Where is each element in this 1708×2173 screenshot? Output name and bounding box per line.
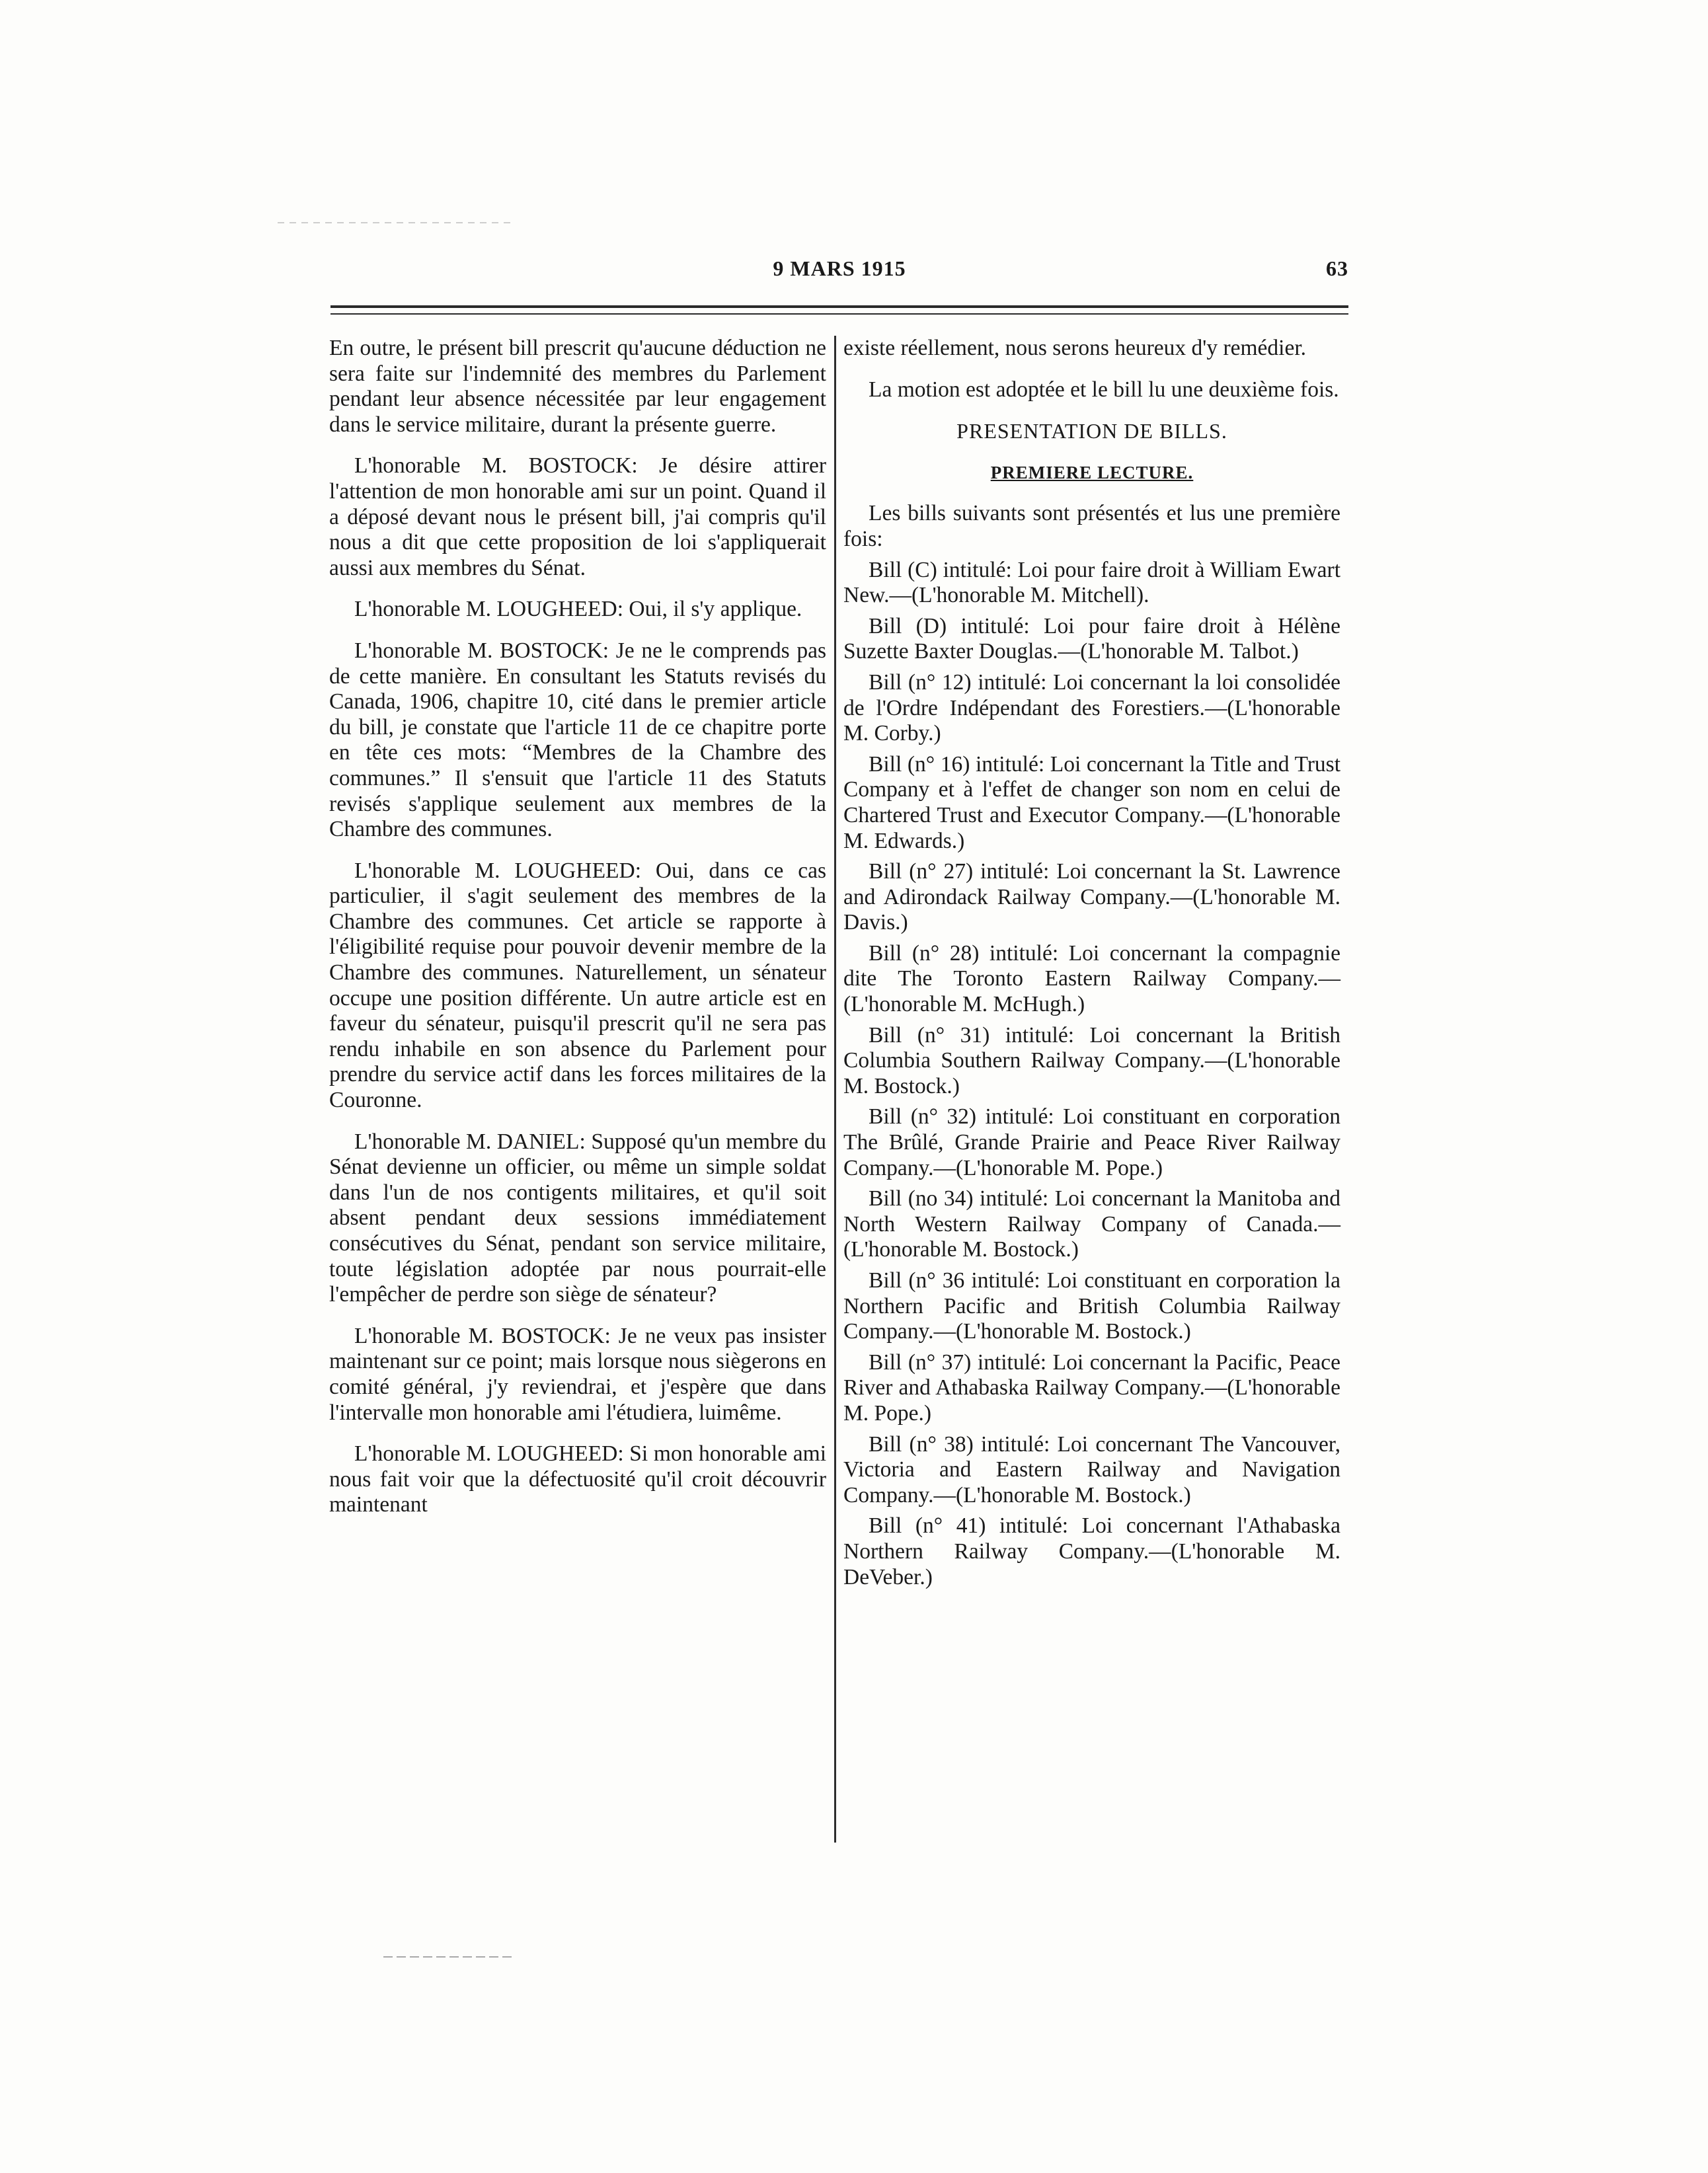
header-rule-thick [330, 305, 1348, 308]
right-column [843, 336, 1340, 1595]
bill-item: Bill (n° 28) intitulé: Loi concernant la compagnie dite The Toronto Eastern Railway Company.—(L'honorable M. McHugh.) [843, 940, 1340, 1017]
header-date: 9 MARS 1915 [773, 256, 906, 280]
bill-item: Bill (n° 41) intitulé: Loi concernant l'Athabaska Northern Railway Company.—(L'honorable M. DeVeber.) [843, 1513, 1340, 1589]
bill-item: Bill (n° 32) intitulé: Loi constituant en corporation The Brûlé, Grande Prairie and Peace River Railway Company.—(L'honorable M. Pope.) [843, 1104, 1340, 1180]
section-heading: PRESENTATION DE BILLS. [956, 419, 1227, 443]
paragraph: L'honorable M. BOSTOCK: Je désire attirer l'attention de mon honorable ami sur un point. Quand il a déposé devant nous le présent bill, j'ai compris qu'il nous a dit que cette proposition de loi s'appliquerait aussi aux membres du Sénat. [329, 453, 826, 580]
paragraph: La motion est adoptée et le bill lu une deuxième fois. [869, 377, 1339, 402]
scan-artifact [278, 222, 516, 223]
column-divider [834, 336, 836, 1843]
bill-item: Bill (n° 36 intitulé: Loi constituant en corporation la Northern Pacific and British Columbia Railway Company.—(L'honorable M. Bostock.) [843, 1268, 1340, 1344]
bill-item: Bill (n° 31) intitulé: Loi concernant la British Columbia Southern Railway Company.—(L'honorable M. Bostock.) [843, 1022, 1340, 1098]
paragraph: L'honorable M. LOUGHEED: Oui, dans ce cas particulier, il s'agit seulement des membres de la Chambre des communes. Cet article se rapporte à l'éligibilité requise pour pouvoir devenir membre de la Chambre des communes. Naturellement, un sénateur occupe une position différente. Un autre article est en faveur du sénateur, puisqu'il prescrit qu'il ne sera pas rendu inhabile en son absence du Parlement pour prendre du service actif dans les forces militaires de la Couronne. [329, 858, 826, 1113]
lead-paragraph: Les bills suivants sont présentés et lus une première fois: [843, 501, 1340, 551]
bill-item: Bill (C) intitulé: Loi pour faire droit à William Ewart New.—(L'honorable M. Mitchell). [843, 557, 1340, 608]
bill-item: Bill (n° 37) intitulé: Loi concernant la Pacific, Peace River and Athabaska Railway Company.—(L'honorable M. Pope.) [843, 1350, 1340, 1426]
paragraph: L'honorable M. DANIEL: Supposé qu'un membre du Sénat devienne un officier, ou même un simple soldat dans l'un de nos contigents militaires, et qu'il soit absent pendant deux sessions immédiatement consécutives du Sénat, pendant son service militaire, toute législation adoptée par nous pourrait-elle l'empêcher de perdre son siège de sénateur? [329, 1129, 826, 1307]
bill-item: Bill (n° 12) intitulé: Loi concernant la loi consolidée de l'Ordre Indépendant des Forestiers.—(L'honorable M. Corby.) [843, 669, 1340, 746]
bill-item: Bill (n° 27) intitulé: Loi concernant la St. Lawrence and Adirondack Railway Company.—(L'honorable M. Davis.) [843, 859, 1340, 935]
bill-item: Bill (D) intitulé: Loi pour faire droit à Hélène Suzette Baxter Douglas.—(L'honorable M. Talbot.) [843, 613, 1340, 664]
page-header [330, 251, 1348, 291]
header-rule-thin [330, 313, 1348, 315]
bill-item: Bill (n° 38) intitulé: Loi concernant The Vancouver, Victoria and Eastern Railway and Navigation Company.—(L'honorable M. Bostock.) [843, 1431, 1340, 1507]
left-column [329, 336, 826, 1534]
page-number: 63 [1326, 256, 1348, 280]
bill-item: Bill (n° 16) intitulé: Loi concernant la Title and Trust Company et à l'effet de changer son nom en celui de Chartered Trust and Executor Company.—(L'honorable M. Edwards.) [843, 751, 1340, 853]
paragraph: L'honorable M. LOUGHEED: Oui, il s'y applique. [354, 597, 802, 622]
section-subheading: PREMIERE LECTURE. [990, 462, 1194, 482]
paragraph: L'honorable M. BOSTOCK: Je ne veux pas insister maintenant sur ce point; mais lorsque nous siègerons en comité général, j'y reviendrai, et j'espère que dans l'intervalle mon honorable ami l'étudiera, luimême. [329, 1323, 826, 1425]
paragraph: existe réellement, nous serons heureux d'y remédier. [843, 336, 1306, 360]
paragraph: L'honorable M. BOSTOCK: Je ne le comprends pas de cette manière. En consultant les Statuts revisés du Canada, 1906, chapitre 10, cité dans le premier article du bill, je constate que l'article 11 de ce chapitre porte en tête ces mots: “Membres de la Chambre des communes.” Il s'ensuit que l'article 11 des Statuts revisés s'applique seulement aux membres de la Chambre des communes. [329, 638, 826, 842]
paragraph: En outre, le présent bill prescrit qu'aucune déduction ne sera faite sur l'indemnité des membres du Parlement pendant leur absence nécessitée par leur engagement dans le service militaire, durant la présente guerre. [329, 336, 826, 437]
bill-item: Bill (no 34) intitulé: Loi concernant la Manitoba and North Western Railway Company of Canada.—(L'honorable M. Bostock.) [843, 1186, 1340, 1262]
scan-artifact [383, 1956, 516, 1958]
paragraph: L'honorable M. LOUGHEED: Si mon honorable ami nous fait voir que la défectuosité qu'il croit découvrir maintenant [329, 1441, 826, 1517]
